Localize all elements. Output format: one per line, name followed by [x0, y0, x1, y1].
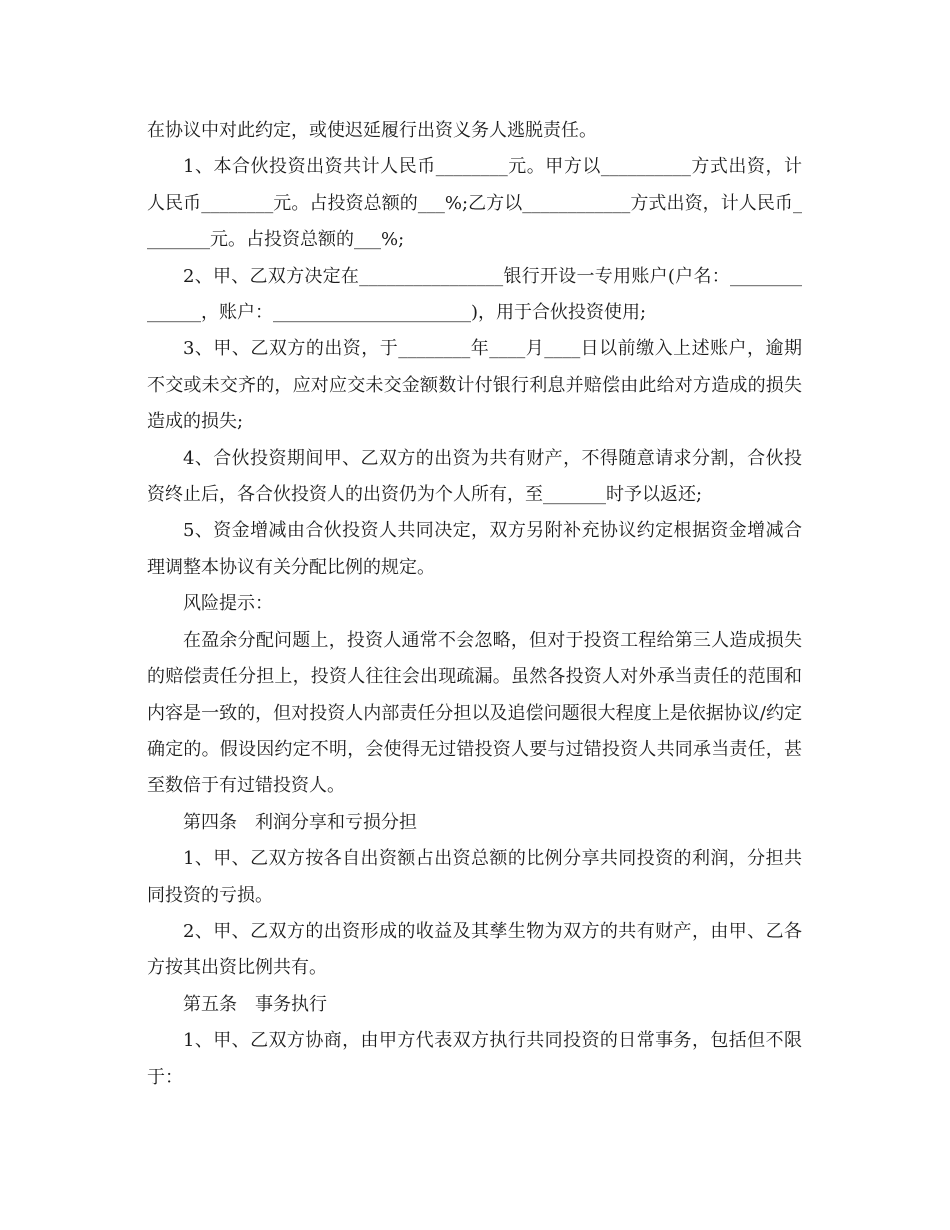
paragraph-article-5-clause-1: 1、甲、乙双方协商，由甲方代表双方执行共同投资的日常事务，包括但不限于： [147, 1030, 802, 1088]
risk-warning-heading: 风险提示： [183, 593, 273, 615]
paragraph-clause-1-capital-contribution: 1、本合伙投资出资共计人民币________元。甲方以__________方式出资，计人民币________元。占投资总额的___%;乙方以____________方式出资，计人民币________元。占投资总额的___%; [147, 156, 802, 251]
article-5-heading: 第五条 事务执行 [183, 993, 327, 1015]
paragraph-delay-liability: 在协议中对此约定，或使迟延履行出资义务人逃脱责任。 [147, 120, 597, 141]
article-4-heading: 第四条 利润分享和亏损分担 [183, 811, 417, 833]
paragraph-risk-warning: 在盈余分配问题上，投资人通常不会忽略，但对于投资工程给第三人造成损失的赔偿责任分担上，投资人往往会出现疏漏。虽然各投资人对外承当责任的范围和内容是一致的，但对投资人内部责任分担以及追偿问题很大程度上是依据协议/约定确定的。假设因约定不明，会使得无过错投资人要与过错投资人共同承当责任，甚至数倍于有过错投资人。 [147, 629, 802, 797]
paragraph-clause-3-payment-deadline: 3、甲、乙双方的出资，于________年____月____日以前缴入上述账户，逾期不交或未交齐的，应对应交未交金额数计付银行利息并赔偿由此给对方造成的损失造成的损失; [147, 338, 802, 433]
paragraph-clause-4-common-property: 4、合伙投资期间甲、乙双方的出资为共有财产，不得随意请求分割，合伙投资终止后，各合伙投资人的出资仍为个人所有，至_______时予以返还; [147, 447, 802, 506]
paragraph-clause-2-bank-account: 2、甲、乙双方决定在________________银行开设一专用账户(户名：______________，账户：______________________)，用于合伙投资使用; [147, 265, 802, 324]
paragraph-clause-5-capital-change: 5、资金增减由合伙投资人共同决定，双方另附补充协议约定根据资金增减合理调整本协议有关分配比例的规定。 [147, 520, 802, 578]
paragraph-article-4-clause-2: 2、甲、乙双方的出资形成的收益及其孳生物为双方的共有财产，由甲、乙各方按其出资比例共有。 [147, 920, 802, 979]
document-body [147, 113, 802, 1096]
paragraph-article-4-clause-1: 1、甲、乙双方按各自出资额占出资总额的比例分享共同投资的利润，分担共同投资的亏损。 [147, 848, 802, 906]
